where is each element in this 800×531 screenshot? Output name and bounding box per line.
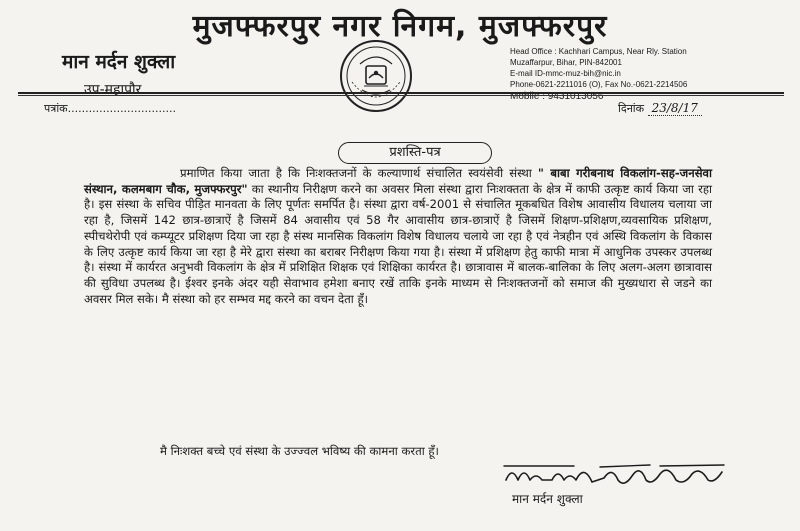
date-label: दिनांक [618,102,645,115]
corporation-seal-icon [338,38,414,114]
mayor-name: मान मर्दन शुक्ला [62,51,176,73]
header-divider [18,92,784,94]
letterhead-title: मुजफ्फरपुर नगर निगम, मुजफ्फरपुर [192,9,608,44]
closing-line: मै निःशक्त बच्चे एवं संस्था के उज्ज्वल भविष्य की कामना करता हूँ। [160,444,439,458]
reference-number: पत्रांक............................... [44,102,177,115]
certificate-title: प्रशस्ति-पत्र [338,142,492,164]
address-line: Head Office : Kachhari Campus, Near Rly. Station [510,47,687,56]
certificate-body [84,166,712,307]
date-field [618,101,702,116]
address-line: Muzaffarpur, Bihar, PIN-842001 [510,58,622,67]
body-lead: प्रमाणित किया जाता है कि निःशक्तजनों के कल्याणार्थ संचालित स्वयंसेवी संस्था [180,166,538,180]
signatory-name: मान मर्दन शुक्ला [512,492,583,506]
header-divider-thin [18,95,784,96]
date-value: 23/8/17 [648,101,702,116]
mobile-line: Mobile : 9431013056 [510,91,604,102]
email-line: E-mail ID-mmc-muz-bih@nic.in [510,69,621,78]
phone-line: Phone-0621-2211016 (O), Fax No.-0621-2214506 [510,80,688,89]
body-rest: का स्थानीय निरीक्षण करने का अवसर मिला संस्था द्वारा निःशक्तता के क्षेत्र में काफी उत्कृष्ट कार्य किया जा रहा है। इस संस्था के सचिव पीड़ित मानवता के लिए पूर्णतः समर्पित है। संस्था द्वारा वर्ष-2001 से संचालित मूकबधित विशेष आवासीय विधालय चलाया जा रहा है, जिसमें 142 छात्र-छात्राऐं है जिसमें 84 अवासीय एवं 58 गैर आवासीय छात्र-छात्राऐं है जिसमें शिक्षण-प्रशिक्षण,व्यवसायिक प्रशिक्षण, स्पीचथेरोपी एवं कम्प्यूटर प्रशिक्षण दिया जा रहा है संस्थ मानसिक विकलांग विशेष विधालय चलाये जा रहा है एवं नेत्रहीन एवं अस्थि विकलांग के विकास के लिए उत्कृष्ट कार्य किया जा रहा है मेरे द्वारा संस्था का बराबर निरीक्षण किया गया है। संस्था में प्रशिक्षण हेतु काफी मात्रा में आधुनिक उपस्कर उपलब्ध है। संस्था में कार्यरत अनुभवी विकलांग के क्षेत्र में प्रशिक्षित शिक्षक एवं शिक्षिका कार्यरत है। छात्रावास में बालक-बालिका के लिए अलग-अलग छात्रावास की सुविधा उपलब्ध है। ईश्वर इनके अंदर यही सेवाभाव हमेशा बनाए रखें ताकि इनके माध्यम से निःशक्तजनों को समाज की मुख्यधारा से जडने का अवसर मिल सके। मै संस्था को हर सम्भव मद्द करने का वचन देता हूँ। [84,181,712,306]
organisation-name: " बाबा गरीबनाथ विकलांग-सह-जनसेवा संस्थान, कलमबाग चौक, मुजफ्फरपुर" [84,166,712,196]
mayor-post: उप-महापौर [84,82,142,98]
handwritten-signature [500,458,730,492]
